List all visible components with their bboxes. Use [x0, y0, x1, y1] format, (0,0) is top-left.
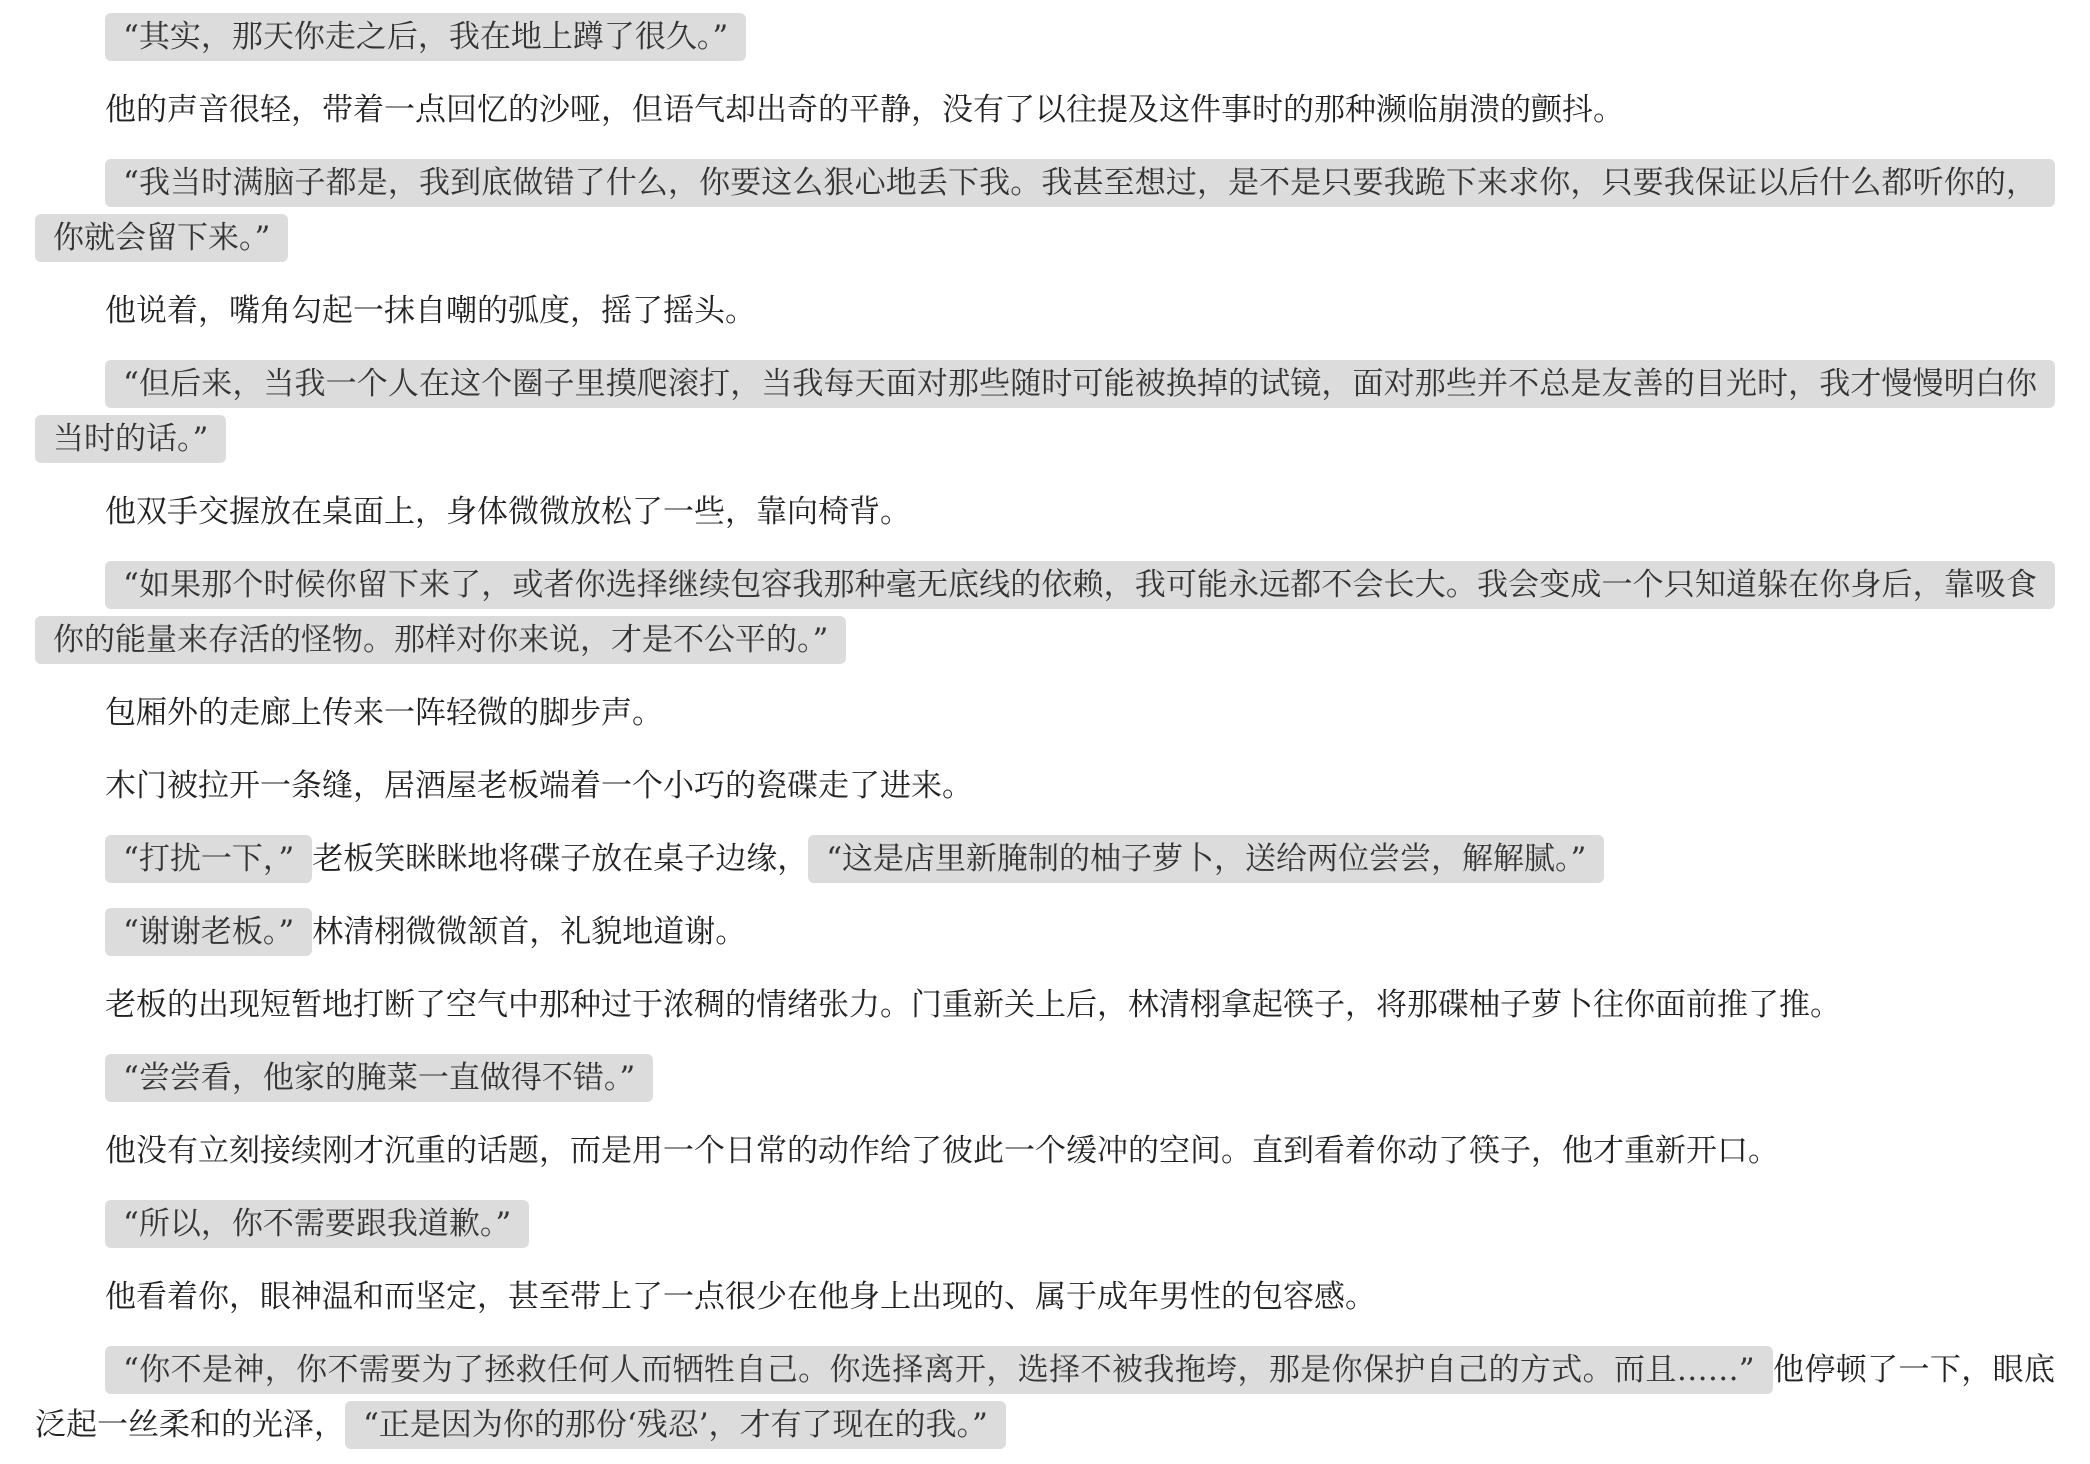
dialogue-quote: “正是因为你的那份‘残忍’，才有了现在的我。”: [345, 1401, 1006, 1449]
paragraph-1: [35, 10, 2055, 65]
narration-text: 他看着你，眼神温和而坚定，甚至带上了一点很少在他身上出现的、属于成年男性的包容感。: [105, 1279, 1376, 1315]
paragraph-8: [35, 686, 2055, 741]
dialogue-quote: “尝尝看，他家的腌菜一直做得不错。”: [105, 1054, 653, 1102]
dialogue-quote: “但后来，当我一个人在这个圈子里摸爬滚打，当我每天面对那些随时可能被换掉的试镜，面对那些并不总是友善的目光时，我才慢慢明白你当时的话。”: [35, 360, 2055, 463]
narration-text: 他的声音很轻，带着一点回忆的沙哑，但语气却出奇的平静，没有了以往提及这件事时的那种濒临崩溃的颤抖。: [105, 92, 1624, 128]
narration-text: 他停顿了一下，眼底泛起一丝柔和的光泽，: [35, 1352, 2055, 1443]
dialogue-quote: “你不是神，你不需要为了拯救任何人而牺牲自己。你选择离开，选择不被我拖垮，那是你保护自己的方式。而且……”: [105, 1346, 1773, 1394]
narration-text: 他没有立刻接续刚才沉重的话题，而是用一个日常的动作给了彼此一个缓冲的空间。直到看着你动了筷子，他才重新开口。: [105, 1133, 1779, 1169]
paragraph-6: [35, 485, 2055, 540]
paragraph-14: [35, 1124, 2055, 1179]
narration-text: 包厢外的走廊上传来一阵轻微的脚步声。: [105, 695, 663, 731]
paragraph-17: [35, 1343, 2055, 1453]
dialogue-quote: “其实，那天你走之后，我在地上蹲了很久。”: [105, 13, 746, 61]
paragraph-5: [35, 357, 2055, 467]
paragraph-16: [35, 1270, 2055, 1325]
narration-text: 老板笑眯眯地将碟子放在桌子边缘，: [312, 841, 809, 877]
paragraph-12: [35, 978, 2055, 1033]
paragraph-9: [35, 759, 2055, 814]
paragraph-11: [35, 905, 2055, 960]
paragraph-15: [35, 1197, 2055, 1252]
dialogue-quote: “所以，你不需要跟我道歉。”: [105, 1200, 529, 1248]
paragraph-3: [35, 156, 2055, 266]
paragraph-10: [35, 832, 2055, 887]
dialogue-quote: “如果那个时候你留下来了，或者你选择继续包容我那种毫无底线的依赖，我可能永远都不会长大。我会变成一个只知道躲在你身后，靠吸食你的能量来存活的怪物。那样对你来说，才是不公平的。”: [35, 561, 2055, 664]
narration-text: 林清栩微微颔首，礼貌地道谢。: [312, 914, 747, 950]
dialogue-quote: “这是店里新腌制的柚子萝卜，送给两位尝尝，解解腻。”: [808, 835, 1604, 883]
paragraph-13: [35, 1051, 2055, 1106]
paragraph-7: [35, 558, 2055, 668]
dialogue-quote: “我当时满脑子都是，我到底做错了什么，你要这么狠心地丢下我。我甚至想过，是不是只要我跪下来求你，只要我保证以后什么都听你的，你就会留下来。”: [35, 159, 2055, 262]
narration-text: 木门被拉开一条缝，居酒屋老板端着一个小巧的瓷碟走了进来。: [105, 768, 973, 804]
narration-text: 他双手交握放在桌面上，身体微微放松了一些，靠向椅背。: [105, 494, 911, 530]
narration-text: 老板的出现短暂地打断了空气中那种过于浓稠的情绪张力。门重新关上后，林清栩拿起筷子，将那碟柚子萝卜往你面前推了推。: [105, 987, 1841, 1023]
dialogue-quote: “谢谢老板。”: [105, 908, 312, 956]
paragraph-2: [35, 83, 2055, 138]
paragraph-4: [35, 284, 2055, 339]
narration-text: 他说着，嘴角勾起一抹自嘲的弧度，摇了摇头。: [105, 293, 756, 329]
dialogue-quote: “打扰一下，”: [105, 835, 312, 883]
